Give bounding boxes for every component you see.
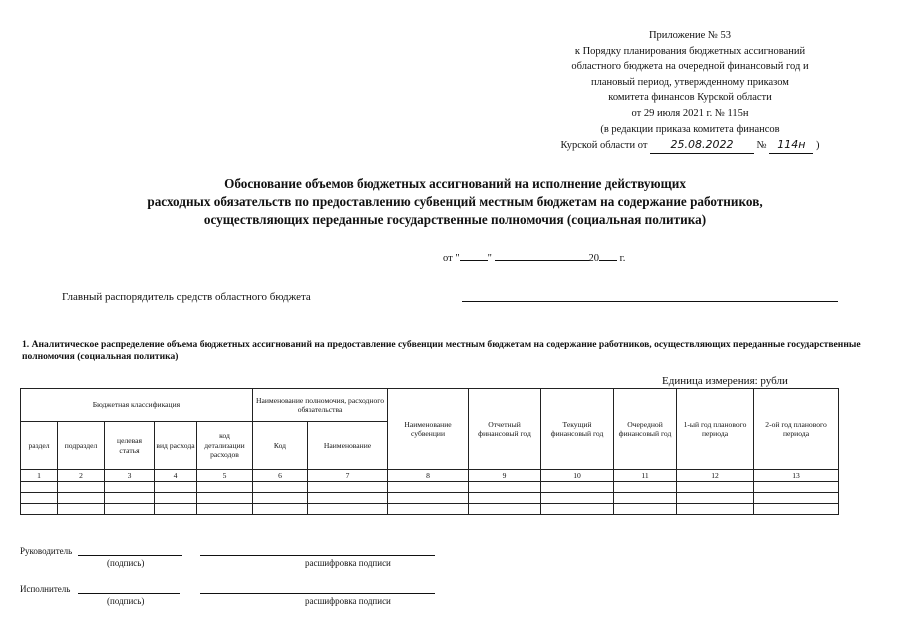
expense-type-header: вид расхода (155, 422, 197, 470)
report-year-header: Отчетный финансовый год (469, 389, 541, 470)
head-decoding-caption: расшифровка подписи (305, 558, 391, 568)
executor-decoding-caption: расшифровка подписи (305, 596, 391, 606)
title-line: осуществляющих переданные государственные полномочия (социальная политика) (203, 212, 707, 227)
budget-classification-header: Бюджетная классификация (21, 389, 253, 422)
appendix-line: к Порядку планирования бюджетных ассигнований (574, 45, 806, 57)
head-label: Руководитель (20, 546, 73, 556)
subsection-header: подраздел (58, 422, 105, 470)
allocation-table (20, 388, 839, 515)
next-year-header: Очередной финансовый год (614, 389, 677, 470)
name-header: Наименование (308, 422, 388, 470)
subvention-name-header: Наименование субвенции (388, 389, 469, 470)
executor-decoding-field[interactable] (200, 593, 435, 594)
date-mid: " (487, 253, 492, 264)
head-decoding-field[interactable] (200, 555, 435, 556)
head-signature-caption: (подпись) (107, 558, 145, 568)
column-number: 3 (105, 470, 155, 482)
appendix-line: Приложение № 53 (648, 30, 732, 41)
target-article-header: целевая статья (105, 422, 155, 470)
date-line (443, 251, 625, 264)
month-field[interactable] (495, 251, 589, 261)
column-number: 9 (469, 470, 541, 482)
column-number: 1 (21, 470, 58, 482)
column-number: 4 (155, 470, 197, 482)
year-field[interactable] (599, 251, 617, 261)
appendix-block (500, 28, 880, 154)
column-number: 11 (614, 470, 677, 482)
date-suffix: г. (619, 253, 626, 264)
chief-manager-label: Главный распорядитель средств областного бюджета (62, 291, 311, 303)
executor-signature-field[interactable] (78, 593, 180, 594)
column-number: 5 (197, 470, 253, 482)
plan-year-2-header: 2-ой год планового периода (754, 389, 839, 470)
column-number: 10 (541, 470, 614, 482)
column-number: 8 (388, 470, 469, 482)
date-prefix: от " (443, 253, 460, 264)
appendix-edition-prefix: Курской области от (560, 140, 648, 152)
table-row[interactable] (21, 482, 839, 493)
column-number: 6 (253, 470, 308, 482)
appendix-line: плановый период, утвержденному приказом (591, 76, 789, 88)
column-number: 2 (58, 470, 105, 482)
section-header: раздел (21, 422, 58, 470)
appendix-edition-line (500, 137, 880, 154)
column-number: 7 (308, 470, 388, 482)
table-row[interactable] (21, 504, 839, 515)
appendix-line: от 29 июля 2021 г. № 115н (631, 107, 749, 119)
date-year: 20 (588, 253, 600, 264)
handwritten-date: 25.08.2022 (650, 137, 754, 154)
executor-label: Исполнитель (20, 584, 71, 594)
document-title (40, 175, 870, 229)
plan-year-1-header: 1-ый год планового периода (677, 389, 754, 470)
column-number: 12 (677, 470, 754, 482)
code-header: Код (253, 422, 308, 470)
head-signature-field[interactable] (78, 555, 182, 556)
appendix-line: комитета финансов Курской области (608, 92, 772, 104)
table-row[interactable] (21, 493, 839, 504)
current-year-header: Текущий финансовый год (541, 389, 614, 470)
day-field[interactable] (460, 251, 488, 261)
section-1-heading: 1. Аналитическое распределение объема бюджетных ассигнований на предоставление субвенции местным бюджетам на содержание работников, осуществляющих переданные государственные полномочия (социальная политика) (22, 339, 861, 362)
unit-label: Единица измерения: рубли (662, 375, 788, 387)
title-line: Обоснование объемов бюджетных ассигнований на исполнение действующих (224, 176, 686, 191)
appendix-edition-suffix: ) (815, 140, 820, 152)
chief-manager-field[interactable] (462, 301, 838, 302)
detail-code-header: код детализации расходов (197, 422, 253, 470)
number-label: № (756, 140, 767, 152)
column-number: 13 (754, 470, 839, 482)
appendix-line: областного бюджета на очередной финансовый год и (571, 61, 809, 73)
title-line: расходных обязательств по предоставлению субвенций местным бюджетам на содержание работников, (147, 194, 763, 209)
handwritten-number: 114н (769, 137, 813, 154)
appendix-line: (в редакции приказа комитета финансов (600, 123, 780, 135)
column-numbers-row (21, 470, 839, 482)
obligation-header: Наименование полномочия, расходного обязательства (253, 389, 388, 422)
executor-signature-caption: (подпись) (107, 596, 145, 606)
